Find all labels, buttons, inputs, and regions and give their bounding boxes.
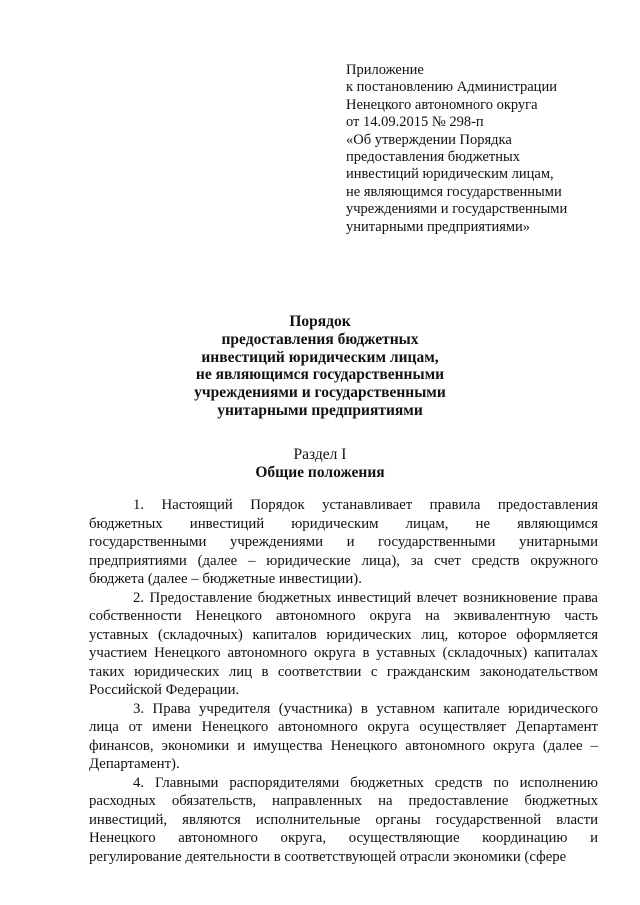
section-header	[0, 446, 640, 482]
appendix-line: инвестиций юридическим лицам,	[346, 166, 554, 183]
appendix-line: Ненецкого автономного округа	[346, 96, 538, 113]
appendix-line: Приложение	[346, 62, 424, 78]
paragraph-3: 3. Права учредителя (участника) в уставном капитале юридического лица от имени Ненецкого автономного округа осуществляет Департамент финансов, экономики и имущества Ненецкого автономного округа (далее – Департамент).	[89, 700, 598, 772]
title-line: Порядок	[289, 313, 351, 330]
title-line: инвестиций юридическим лицам,	[201, 348, 439, 366]
title-line: предоставления бюджетных	[221, 330, 419, 348]
appendix-line: не являющимся государственными	[346, 183, 562, 200]
appendix-line: от 14.09.2015 № 298-п	[346, 114, 484, 131]
appendix-line: унитарными предприятиями»	[346, 218, 531, 235]
document-body	[89, 496, 598, 866]
section-heading: Общие положения	[255, 464, 385, 481]
paragraph-4: 4. Главными распорядителями бюджетных средств по исполнению расходных обязательств, направленных на предоставление бюджетных инвестиций, являются исполнительные органы государственной власти Ненецкого автономного округа, осуществляющие координацию и регулирование деятельности в соответствующей отрасли экономики (сфере	[89, 774, 598, 865]
appendix-line: предоставления бюджетных	[346, 149, 520, 166]
title-line: не являющимся государственными	[195, 366, 445, 384]
title-line: учреждениями и государственными	[194, 384, 446, 402]
section-number: Раздел I	[293, 446, 347, 463]
appendix-line: «Об утверждении Порядка	[346, 131, 512, 148]
appendix-block	[346, 62, 632, 236]
appendix-line: учреждениями и государственными	[346, 201, 568, 218]
paragraph-2: 2. Предоставление бюджетных инвестиций влечет возникновение права собственности Ненецкого автономного округа на эквивалентную часть уставных (складочных) капиталов юридических лиц, которое оформляется участием Ненецкого автономного округа в уставных (складочных) капиталах таких юридических лиц в соответствии с гражданским законодательством Российской Федерации.	[89, 589, 598, 698]
paragraph-1: 1. Настоящий Порядок устанавливает правила предоставления бюджетных инвестиций юридическим лицам, не являющимся государственными учреждениями и государственными унитарными предприятиями (далее – юридические лица), за счет средств окружного бюджета (далее – бюджетные инвестиции).	[89, 497, 598, 587]
title-line: унитарными предприятиями	[217, 401, 423, 419]
document-title	[0, 313, 640, 420]
appendix-line: к постановлению Администрации	[346, 79, 557, 96]
